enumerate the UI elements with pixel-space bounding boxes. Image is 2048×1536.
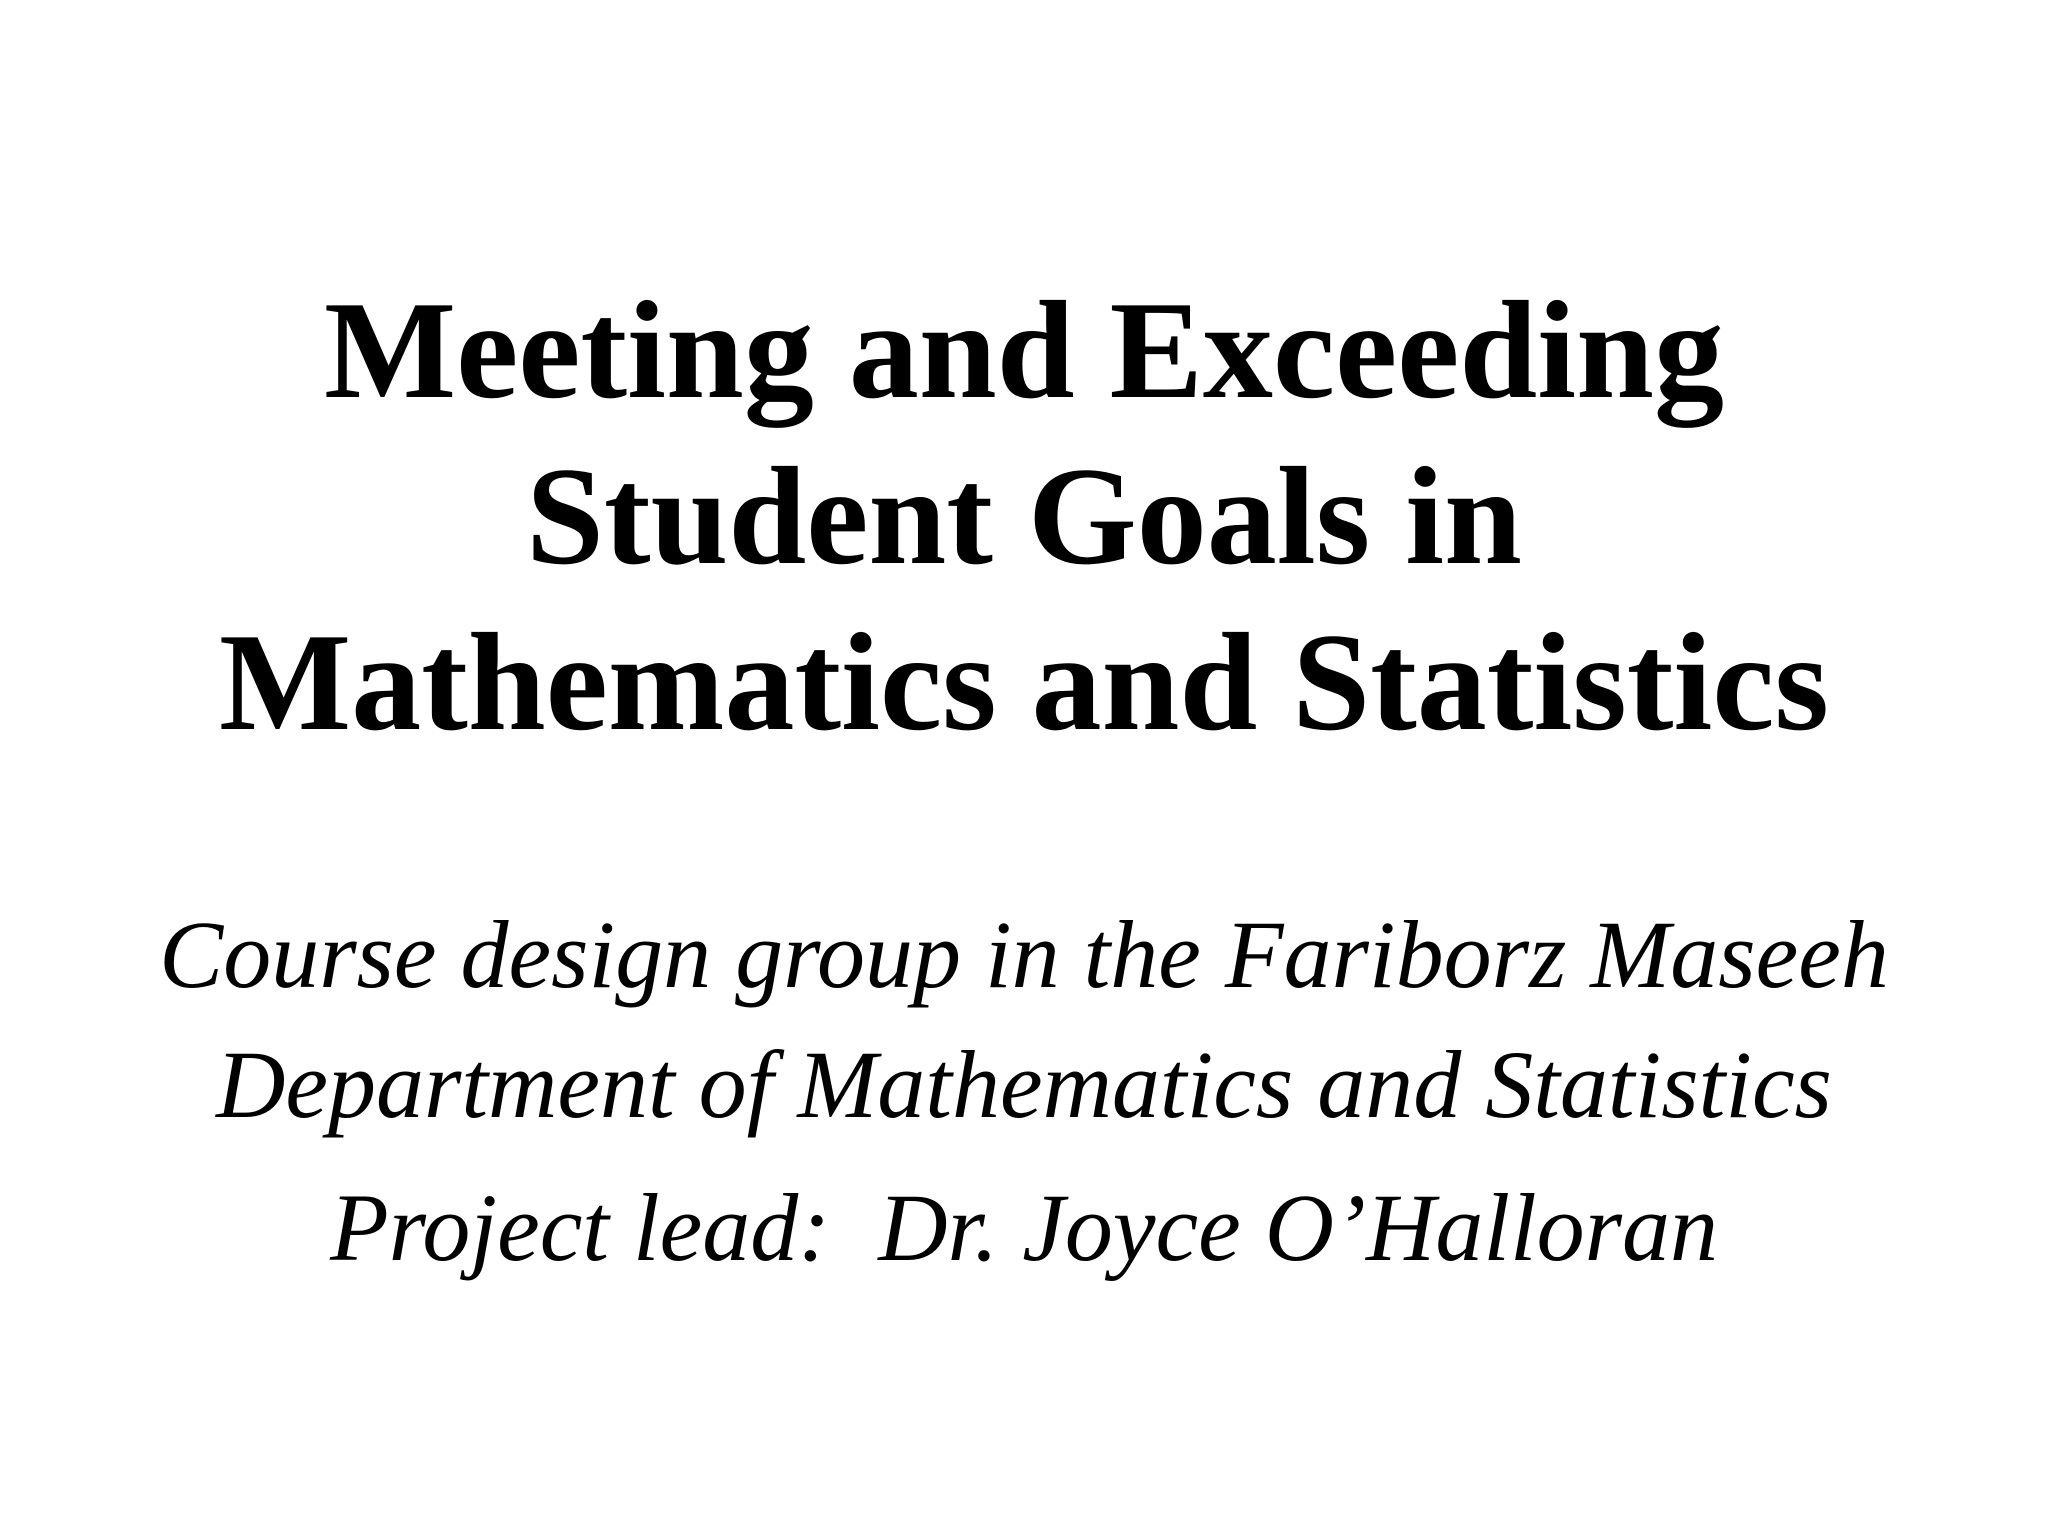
slide-subtitle (0, 890, 2048, 1150)
subtitle-line-1: Course design group in the Fariborz Maseeh (159, 901, 1889, 1008)
project-lead: Project lead: Dr. Joyce O’Halloran (329, 1174, 1719, 1281)
title-line-1: Meeting and Exceeding (324, 273, 1724, 428)
title-line-3: Mathematics and Statistics (219, 605, 1829, 760)
slide-title (0, 268, 2048, 766)
subtitle-line-2: Department of Mathematics and Statistics (216, 1031, 1832, 1138)
title-line-2: Student Goals in (526, 439, 1522, 594)
